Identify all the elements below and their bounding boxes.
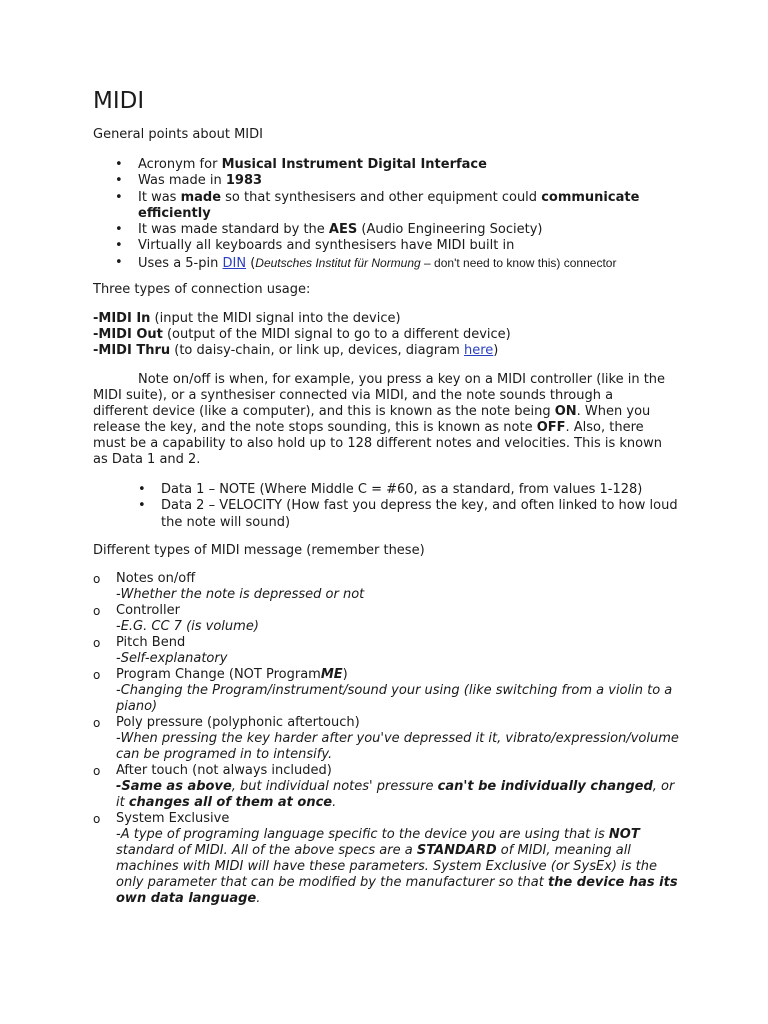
data-points-list	[116, 482, 686, 531]
din-link[interactable]: DIN	[222, 255, 247, 271]
general-intro: General points about MIDI	[93, 127, 263, 142]
note-paragraph: Note on/off is when, for example, you press a key on a MIDI controller (like in the MIDI suite), or a synthesiser connected via MIDI, and the note sounds through a different device (like a computer), and this is known as the note being ON. When you release the key, and the note stops sounding, this is known as note OFF. Also, there must be a capability to also hold up to 128 different notes and velocities. This is known as Data 1 and 2.	[93, 372, 666, 467]
list-item: • Uses a 5-pin DIN (Deutsches Institut für Normung – don't need to know this) connector	[93, 255, 683, 272]
list-item: o Controller -E.G. CC 7 (is volume)	[93, 603, 259, 634]
list-item: • Data 1 – NOTE (Where Middle C = #60, as a standard, from values 1-128)	[116, 482, 686, 498]
connection-list	[93, 311, 693, 359]
list-item: o Poly pressure (polyphonic aftertouch) -When pressing the key harder after you've depressed it it, vibrato/expression/volume can be programed in to intensify.	[93, 715, 679, 762]
list-item: o Notes on/off -Whether the note is depressed or not	[93, 571, 365, 602]
list-item: • Was made in 1983	[93, 173, 683, 189]
list-item: o Pitch Bend -Self-explanatory	[93, 635, 228, 666]
list-item: • Virtually all keyboards and synthesisers have MIDI built in	[93, 238, 683, 254]
diagram-link[interactable]: here	[463, 343, 494, 358]
message-types-list	[93, 571, 683, 907]
list-item: -MIDI In (input the MIDI signal into the device)	[93, 311, 401, 326]
page-title: MIDI	[93, 88, 145, 114]
message-intro: Different types of MIDI message (remember these)	[93, 543, 425, 558]
list-item: -MIDI Thru (to daisy-chain, or link up, devices, diagram here)	[93, 343, 499, 358]
list-item: o Program Change (NOT ProgramME) -Changing the Program/instrument/sound your using (like switching from a violin to a piano)	[93, 667, 673, 714]
general-points-list	[93, 157, 683, 272]
list-item: • It was made so that synthesisers and other equipment could communicate efficiently	[93, 190, 683, 223]
list-item: o System Exclusive -A type of programing language specific to the device you are using that is NOT standard of MIDI. All of the above specs are a STANDARD of MIDI, meaning all machines with MIDI will have these parameters. System Exclusive (or SysEx) is the only parameter that can be modified by the manufacturer so that the device has its own data language.	[93, 811, 678, 906]
list-item: • Acronym for Musical Instrument Digital Interface	[93, 157, 683, 173]
connection-intro: Three types of connection usage:	[93, 282, 311, 297]
list-item: • Data 2 – VELOCITY (How fast you depress the key, and often linked to how loud the note will sound)	[116, 498, 686, 531]
list-item: • It was made standard by the AES (Audio Engineering Society)	[93, 222, 683, 238]
list-item: -MIDI Out (output of the MIDI signal to go to a different device)	[93, 327, 511, 342]
list-item: o After touch (not always included) -Same as above, but individual notes' pressure can't be individually changed, or it changes all of them at once.	[93, 763, 675, 810]
